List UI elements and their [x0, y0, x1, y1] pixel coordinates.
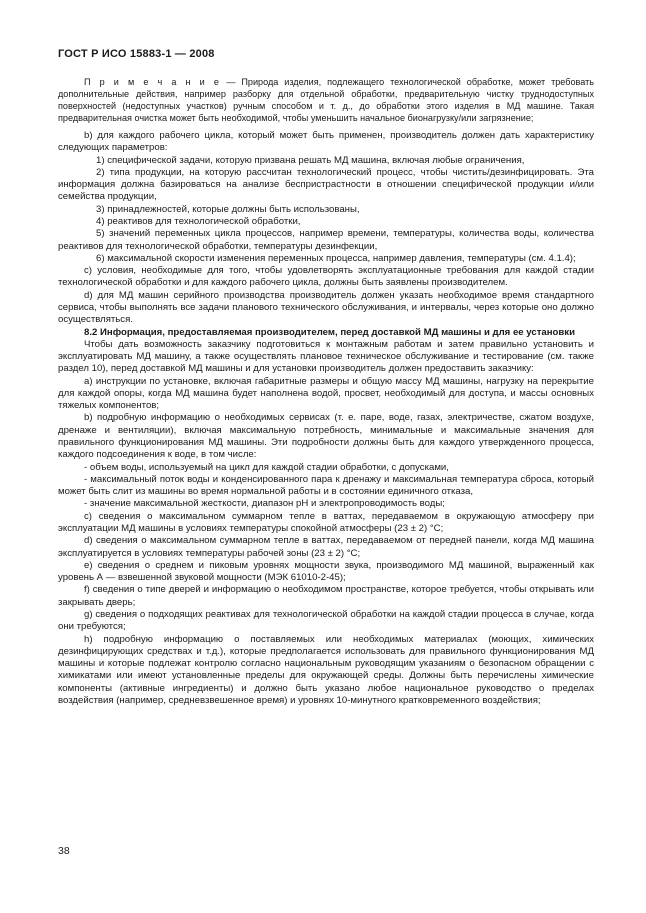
item-b-1: 1) специфической задачи, которую призвана решать МД машина, включая любые ограничения,: [96, 154, 525, 166]
note-label: П р и м е ч а н и е: [84, 77, 221, 87]
section-item-e: e) сведения о среднем и пиковым уровнях мощности звука, производимого МД машиной, выраженный как уровень А — взвешенной звуковой мощности (МЭК 61010-2-45);: [58, 559, 594, 584]
note-paragraph: [58, 76, 594, 124]
item-b-6: 6) максимальной скорости изменения переменных процесса, например давления, температуры (см. 4.1.4);: [96, 252, 576, 264]
note-text: — Природа изделия, подлежащего технологической обработке, может требовать дополнительные действия, например разборку для отдельной обработки, предварительную чистку труднодоступных поверхностей (недоступных участков) ручным способом и т. д., до обработки этого изделия в МД машине. Такая предварительная очистка может быть необходимой, чтобы уменьшить начальное бионагрузку/или загрязнение;: [58, 77, 595, 123]
item-b: b) для каждого рабочего цикла, который может быть применен, производитель должен дать характеристику следующих параметров:: [58, 130, 594, 154]
section-item-c: c) сведения о максимальном суммарном тепле в ваттах, передаваемом в окружающую атмосферу при эксплуатации МД машины в условиях температуры спокойной атмосферы (23 ± 2) °C;: [58, 510, 594, 534]
section-item-g: g) сведения о подходящих реактивах для технологической обработки на каждой стадии процесса в случае, когда они требуются;: [58, 608, 594, 633]
section-item-a: a) инструкции по установке, включая габаритные размеры и общую массу МД машины, нагрузку на перекрытие для каждой опоры, когда МД машина будет наполнена водой, просвет, необходимый для доступа, и массы основных тяжелых компонентов;: [58, 375, 594, 412]
section-dash-3: - значение максимальной жесткости, диапазон pH и электропроводимость воды;: [84, 498, 445, 510]
item-b-2: 2) типа продукции, на которую рассчитан технологический процесс, чтобы чистить/дезинфицировать. Эта информация должна базироваться на анализе беспристрастности в отношении специфической продукции и/или семейства продукции,: [58, 166, 594, 203]
item-c: c) условия, необходимые для того, чтобы удовлетворять эксплуатационные требования для каждой стадии технологической обработки и для каждого рабочего цикла, должны быть заявлены производителем.: [58, 265, 594, 289]
section-dash-2: - максимальный поток воды и конденсированного пара к дренажу и максимальная температура сброса, который может быть слит из машины во время нормальной работы и в состоянии единичного отказа,: [58, 473, 594, 498]
item-b-3: 3) принадлежностей, которые должны быть использованы,: [96, 203, 360, 215]
section-dash-1: - объем воды, используемый на цикл для каждой стадии обработки, с допусками,: [84, 461, 449, 473]
section-item-b: b) подробную информацию о необходимых сервисах (т. е. паре, воде, газах, электричестве, сжатом воздухе, дренаже и вентиляции), включая максимальную потребность, минимальные и максимальные значения для правильного функционирования МД машины. Эти подробности должны быть для каждого утвержденного процесса, каждого подсоединения к воде, в том числе:: [58, 412, 594, 461]
item-b-4: 4) реактивов для технологической обработки,: [96, 215, 301, 227]
document-header: ГОСТ Р ИСО 15883-1 — 2008: [58, 48, 215, 60]
section-item-d: d) сведения о максимальном суммарном тепле в ваттах, передаваемом от передней панели, когда МД машина эксплуатируется в условиях температуры рабочей зоны (23 ± 2) °C;: [58, 535, 594, 559]
item-d: d) для МД машин серийного производства производитель должен указать необходимое время стандартного сервиса, чтобы выполнять все задачи планового технического обслуживания, и интервалы, через которые оно должно осуществляться.: [58, 289, 594, 326]
document-body: [58, 76, 594, 707]
page-number: 38: [58, 845, 70, 857]
item-b-5: 5) значений переменных цикла процессов, например времени, температуры, количества воды, количества реактивов для технологической обработки, температуры дезинфекции,: [58, 228, 594, 252]
section-item-h: h) подробную информацию о поставляемых или необходимых материалах (моющих, химических дезинфицирующих средствах и т.д.), которые предполагается использовать для правильного функционирования МД машины и которые подлежат контролю согласно национальным руководящим указаниям о безопасном обращении с химикатами или имеют установленные пределы для окружающей среды. Должны быть перечислены химические компоненты (активные ингредиенты) и должно быть указано любое национальное руководство о пределах воздействия (например, средневзвешенное время) и уровнях 10-минутного кратковременного воздействия;: [58, 633, 594, 706]
section-item-f: f) сведения о типе дверей и информацию о необходимом пространстве, которое требуется, чтобы открывать или закрывать дверь;: [58, 584, 594, 608]
section-title: 8.2 Информация, предоставляемая производителем, перед доставкой МД машины и для ее установки: [84, 326, 576, 338]
section-intro: Чтобы дать возможность заказчику подготовиться к монтажным работам и затем правильно установить и эксплуатировать МД машину, а также осуществлять плановое техническое обслуживание и тестирование (см. также раздел 10), перед доставкой МД машины и для установки производитель должен предоставить заказчику:: [58, 338, 594, 375]
